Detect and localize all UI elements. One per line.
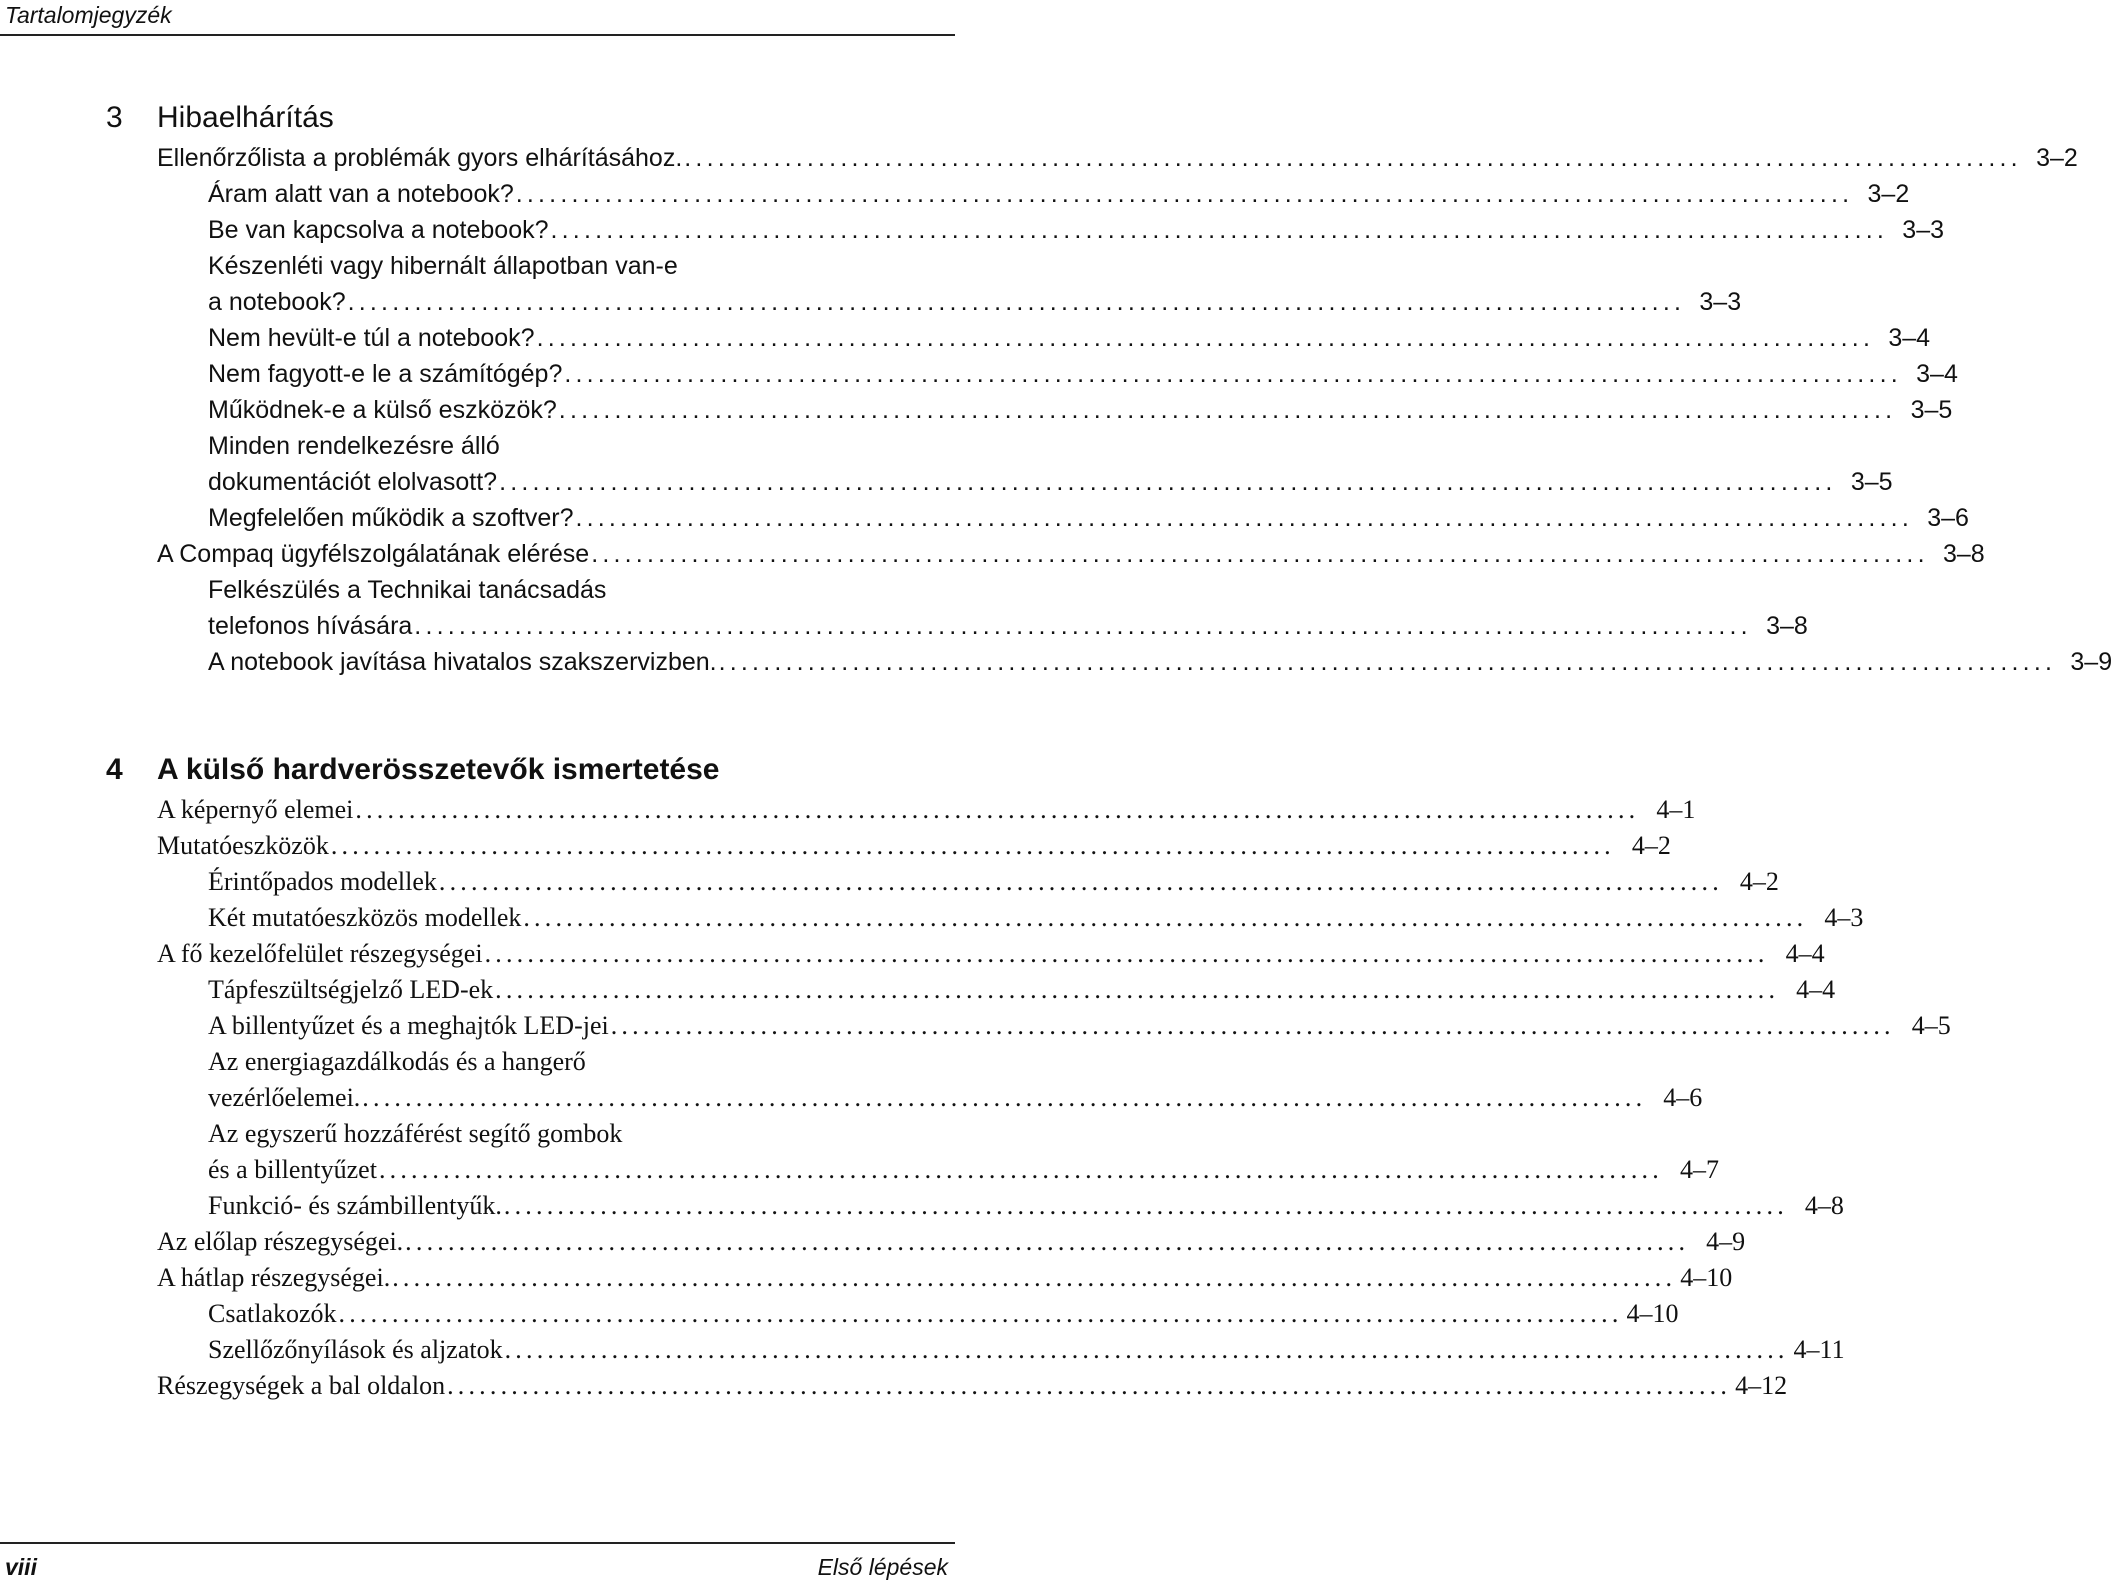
dot-leader: ........................................................................................................................ xyxy=(564,360,1902,388)
toc-entry-title: Nem hevült-e túl a notebook? xyxy=(208,324,535,352)
dot-leader: ........................................................................................................................ xyxy=(558,396,1897,424)
dot-leader: ........................................................................................................................ xyxy=(447,1371,1732,1400)
toc-entry-title: Érintőpados modellek xyxy=(208,867,437,896)
toc-entry-title: telefonos hívására xyxy=(208,612,413,640)
toc-entry[interactable] xyxy=(0,1116,950,1152)
toc-entry-title: A fő kezelőfelület részegységei xyxy=(157,939,483,968)
chapter-title: A külső hardverösszetevők ismertetése xyxy=(157,753,720,786)
toc-entry-page: 4–2 xyxy=(1631,831,1671,860)
toc-entry[interactable] xyxy=(0,1080,1703,1116)
toc-entry-page: 3–3 xyxy=(1699,288,1742,316)
toc-entry-page: 3–4 xyxy=(1888,324,1931,352)
toc-entry-title: és a billentyűzet xyxy=(208,1155,377,1184)
toc-entry[interactable] xyxy=(0,1188,1844,1224)
toc-entry-title: Az előlap részegységei. xyxy=(157,1227,404,1256)
toc-entry-title: Tápfeszültségjelző LED-ek xyxy=(208,975,494,1004)
toc-entry-title: Mutatóeszközök xyxy=(157,831,329,860)
dot-leader: ........................................................................................................................ xyxy=(405,1227,1690,1256)
toc-entry-page: 3–4 xyxy=(1916,360,1958,388)
dot-leader: ........................................................................................................................ xyxy=(610,1011,1895,1040)
dot-leader: ........................................................................................................................ xyxy=(523,903,1808,932)
toc-entry[interactable] xyxy=(0,320,1931,356)
toc-entries xyxy=(0,792,1951,1404)
toc-entry[interactable] xyxy=(0,792,1696,828)
dot-leader: ........................................................................................................................ xyxy=(515,180,1854,208)
toc-entry[interactable] xyxy=(0,392,1953,428)
chapter-heading xyxy=(0,748,950,792)
toc-entry[interactable] xyxy=(0,500,1969,536)
toc-entries xyxy=(0,140,2112,680)
chapter-heading xyxy=(0,96,950,140)
dot-leader: ........................................................................................................................ xyxy=(355,795,1640,824)
dot-leader: ........................................................................................................................ xyxy=(347,288,1686,316)
toc-entry-page: 4–4 xyxy=(1785,939,1825,968)
dot-leader: ........................................................................................................................ xyxy=(378,1155,1663,1184)
toc-entry-page: 3–2 xyxy=(1867,180,1910,208)
toc-entry-title: Részegységek a bal oldalon xyxy=(157,1371,446,1400)
chapter-3 xyxy=(0,96,2112,680)
toc-entry-title: Nem fagyott-e le a számítógép? xyxy=(208,360,563,388)
book-title: Első lépések xyxy=(817,1554,948,1580)
toc-entry-title: vezérlőelemei. xyxy=(208,1083,361,1112)
toc-entry-page: 4–6 xyxy=(1663,1083,1703,1112)
toc-entry-title: Funkció- és számbillentyűk. xyxy=(208,1191,502,1220)
dot-leader: ........................................................................................................................ xyxy=(438,867,1723,896)
toc-entry[interactable] xyxy=(0,644,2112,680)
toc-entry[interactable] xyxy=(0,248,950,284)
toc-entry[interactable] xyxy=(0,1260,1733,1296)
toc-entry-title: Készenléti vagy hibernált állapotban van-e xyxy=(208,252,678,280)
toc-entry[interactable] xyxy=(0,1224,1746,1260)
dot-leader: ........................................................................................................................ xyxy=(591,540,1929,568)
dot-leader: ........................................................................................................................ xyxy=(414,612,1752,640)
toc-entry[interactable] xyxy=(0,140,2078,176)
running-head: Tartalomjegyzék xyxy=(5,2,172,28)
toc-entry-title: Felkészülés a Technikai tanácsadás xyxy=(208,576,607,604)
toc-entry-title: Megfelelően működik a szoftver? xyxy=(208,504,574,532)
toc-entry-page: 4–9 xyxy=(1706,1227,1746,1256)
dot-leader: ........................................................................................................................ xyxy=(504,1335,1789,1364)
toc-entry-title: a notebook? xyxy=(208,288,346,316)
dot-leader: ........................................................................................................................ xyxy=(495,975,1780,1004)
toc-entry-title: Be van kapcsolva a notebook? xyxy=(208,216,549,244)
toc-entry-page: 4–10 xyxy=(1626,1299,1679,1328)
toc-entry-title: A billentyűzet és a meghajtók LED-jei xyxy=(208,1011,609,1040)
toc-entry-title: Ellenőrzőlista a problémák gyors elhárításához. xyxy=(157,144,683,172)
toc-entry-title: A notebook javítása hivatalos szakszervizben. xyxy=(208,648,717,676)
toc-entry[interactable] xyxy=(0,572,950,608)
page-number: viii xyxy=(5,1554,37,1580)
toc-entry-page: 4–7 xyxy=(1679,1155,1719,1184)
toc-entry[interactable] xyxy=(0,1296,1679,1332)
toc-entry-title: Minden rendelkezésre álló xyxy=(208,432,500,460)
toc-entry-page: 4–5 xyxy=(1911,1011,1951,1040)
dot-leader: ........................................................................................................................ xyxy=(484,939,1769,968)
dot-leader: ........................................................................................................................ xyxy=(499,468,1837,496)
toc-entry[interactable] xyxy=(0,972,1836,1008)
toc-entry[interactable] xyxy=(0,608,1808,644)
toc-entry-title: Áram alatt van a notebook? xyxy=(208,180,514,208)
toc-entry[interactable] xyxy=(0,356,1958,392)
toc-entry[interactable] xyxy=(0,1044,950,1080)
toc-entry-page: 4–2 xyxy=(1739,867,1779,896)
toc-entry-page: 3–9 xyxy=(2070,648,2112,676)
toc-entry-page: 4–11 xyxy=(1793,1335,1845,1364)
toc-entry[interactable] xyxy=(0,864,1779,900)
toc-entry-page: 4–10 xyxy=(1680,1263,1733,1292)
toc-entry-title: Működnek-e a külső eszközök? xyxy=(208,396,557,424)
toc-entry[interactable] xyxy=(0,936,1825,972)
dot-leader: ........................................................................................................................ xyxy=(575,504,1913,532)
toc-entry-page: 4–3 xyxy=(1824,903,1864,932)
toc-entry-title: Szellőzőnyílások és aljzatok xyxy=(208,1335,503,1364)
dot-leader: ........................................................................................................................ xyxy=(718,648,2057,676)
dot-leader: ........................................................................................................................ xyxy=(338,1299,1623,1328)
toc-entry[interactable] xyxy=(0,428,950,464)
toc-entry[interactable] xyxy=(0,284,1742,320)
toc-entry[interactable] xyxy=(0,1152,1719,1188)
toc-entry[interactable] xyxy=(0,1332,1845,1368)
toc-entry-title: A képernyő elemei xyxy=(157,795,354,824)
toc-entry-page: 3–5 xyxy=(1910,396,1953,424)
toc-entry[interactable] xyxy=(0,828,1671,864)
toc-entry-page: 3–5 xyxy=(1850,468,1893,496)
footer-rule xyxy=(0,1542,955,1544)
toc-entry-page: 4–1 xyxy=(1656,795,1696,824)
chapter-number: 4 xyxy=(106,753,123,786)
toc-entry-page: 4–4 xyxy=(1796,975,1836,1004)
dot-leader: ........................................................................................................................ xyxy=(684,144,2022,172)
chapter-title: Hibaelhárítás xyxy=(157,101,334,134)
toc-entry-title: Két mutatóeszközös modellek xyxy=(208,903,522,932)
toc-entry[interactable] xyxy=(0,536,1985,572)
toc-entry-page: 4–8 xyxy=(1804,1191,1844,1220)
chapter-number: 3 xyxy=(106,101,123,134)
toc-entry-title: A hátlap részegységei. xyxy=(157,1263,391,1292)
toc-entry-title: Csatlakozók xyxy=(208,1299,337,1328)
dot-leader: ........................................................................................................................ xyxy=(550,216,1889,244)
toc-entry-page: 3–3 xyxy=(1902,216,1945,244)
toc-entry-page: 3–8 xyxy=(1943,540,1985,568)
header-rule xyxy=(0,34,955,36)
toc-entry[interactable] xyxy=(0,1368,1788,1404)
toc-entry[interactable] xyxy=(0,464,1893,500)
toc-entry-title: dokumentációt elolvasott? xyxy=(208,468,498,496)
dot-leader: ........................................................................................................................ xyxy=(536,324,1875,352)
toc-entry[interactable] xyxy=(0,1008,1951,1044)
toc-entry-title: Az egyszerű hozzáférést segítő gombok xyxy=(208,1119,623,1148)
dot-leader: ........................................................................................................................ xyxy=(362,1083,1647,1112)
dot-leader: ........................................................................................................................ xyxy=(392,1263,1677,1292)
dot-leader: ........................................................................................................................ xyxy=(503,1191,1788,1220)
toc-entry[interactable] xyxy=(0,212,1945,248)
toc-entry[interactable] xyxy=(0,900,1864,936)
toc-entry-title: A Compaq ügyfélszolgálatának elérése xyxy=(157,540,590,568)
toc-entry-page: 4–12 xyxy=(1735,1371,1788,1400)
toc-entry-page: 3–8 xyxy=(1766,612,1808,640)
toc-entry-title: Az energiagazdálkodás és a hangerő xyxy=(208,1047,586,1076)
toc-entry[interactable] xyxy=(0,176,1910,212)
toc-entry-page: 3–6 xyxy=(1927,504,1969,532)
chapter-4 xyxy=(0,748,1951,1404)
toc-entry-page: 3–2 xyxy=(2036,144,2078,172)
dot-leader: ........................................................................................................................ xyxy=(330,831,1615,860)
